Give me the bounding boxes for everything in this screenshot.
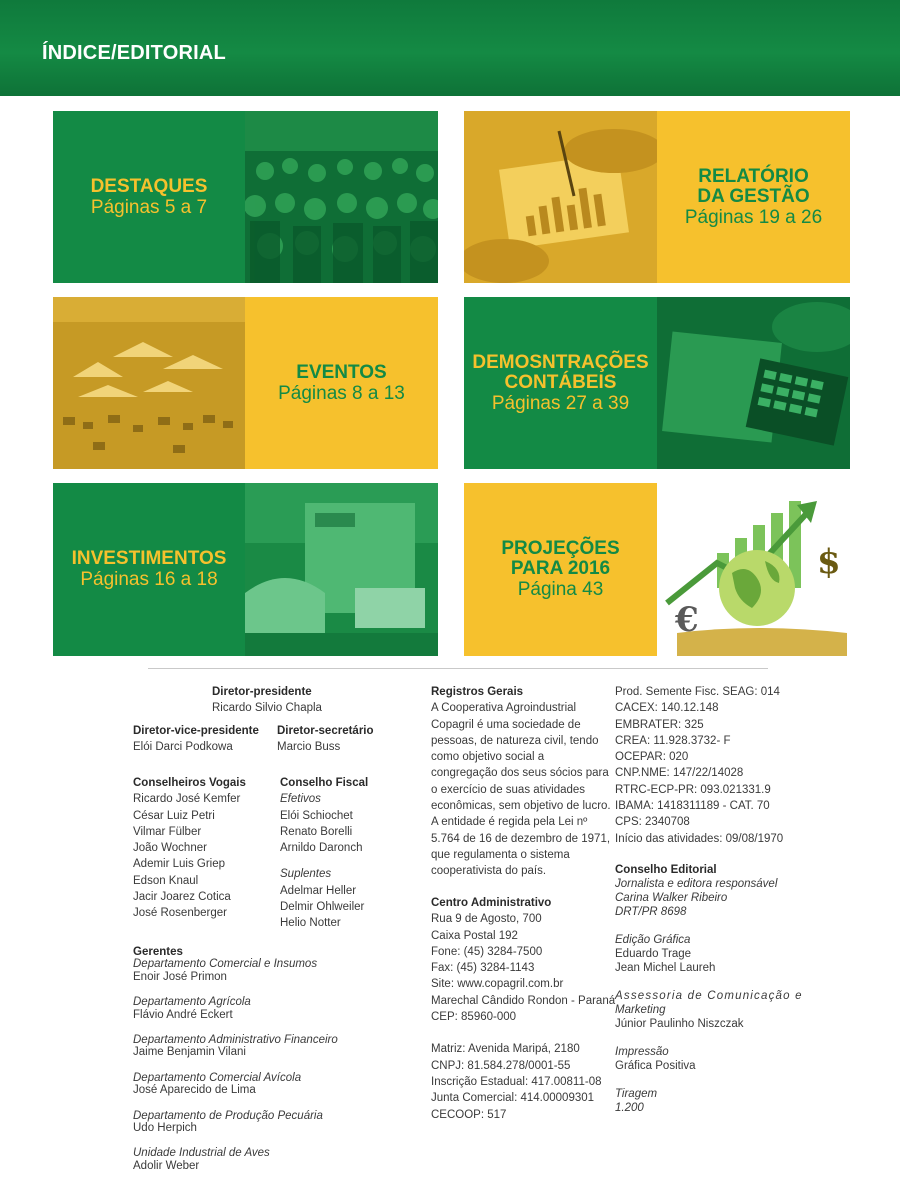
registros-text-line: o exercício de suas atividades — [431, 783, 586, 796]
vogais-label: Conselheiros Vogais — [133, 777, 246, 789]
centro-line: Fone: (45) 3284-7500 — [431, 945, 543, 958]
tile-eventos[interactable] — [53, 297, 438, 469]
tile-title: EVENTOS — [296, 361, 387, 383]
registros-text-line: 5.764 de 16 de dezembro de 1971, — [431, 832, 611, 845]
tile-demonstracoes[interactable] — [464, 297, 850, 469]
secretary-block — [277, 723, 374, 756]
tile-title-line-2: PARA 2016 — [510, 558, 611, 579]
edicao-name: Jean Michel Laureh — [615, 962, 716, 974]
gerente-name: José Aparecido de Lima — [133, 1084, 256, 1097]
tile-relatorio[interactable] — [464, 111, 850, 283]
code-line: CNP.NME: 147/22/14028 — [615, 767, 744, 780]
tile-title-line-2: CONTÁBEIS — [504, 371, 617, 393]
secretary-name: Marcio Buss — [277, 741, 341, 754]
gerente-name: Adolir Weber — [133, 1159, 200, 1172]
registros-text-line: A Cooperativa Agroindustrial — [431, 702, 577, 715]
tile-projecoes-label — [464, 483, 657, 656]
gerente-dept: Departamento de Produção Pecuária — [133, 1109, 323, 1122]
list-item: Adelmar Heller — [280, 884, 357, 897]
jornalista-role: Jornalista e editora responsável — [615, 878, 778, 890]
secretary-label: Diretor-secretário — [277, 725, 374, 737]
chart-document-photo — [464, 111, 657, 283]
code-line: CREA: 11.928.3732- F — [615, 734, 731, 747]
tile-pages: Páginas 16 a 18 — [80, 569, 218, 590]
gerentes-block — [133, 946, 338, 1172]
code-line: IBAMA: 1418311189 - CAT. 70 — [615, 800, 770, 813]
event-aerial-photo — [53, 297, 245, 469]
centro-line: Fax: (45) 3284-1143 — [431, 962, 535, 975]
tile-title-line-1: PROJEÇÕES — [501, 538, 620, 559]
gerente-dept: Departamento Comercial e Insumos — [133, 958, 318, 971]
gerente-dept: Departamento Agrícola — [133, 996, 251, 1009]
registros-text-line: que regulamenta o sistema — [431, 848, 570, 861]
tile-title-line-2: DA GESTÃO — [697, 185, 810, 207]
conselho-editorial-block — [615, 863, 803, 1115]
matriz-line: CNPJ: 81.584.278/0001-55 — [431, 1059, 571, 1072]
audience-photo — [245, 111, 438, 283]
tile-pages: Páginas 27 a 39 — [491, 392, 630, 414]
centro-line: Site: www.copagril.com.br — [431, 978, 564, 991]
gerente-dept: Unidade Industrial de Aves — [133, 1147, 270, 1160]
list-item: Edson Knaul — [133, 874, 199, 887]
vice-president-block — [133, 723, 259, 756]
code-line: Prod. Semente Fisc. SEAG: 014 — [615, 686, 780, 698]
vice-president-name: Elói Darci Podkowa — [133, 741, 233, 754]
list-item: Ricardo José Kemfer — [133, 793, 241, 806]
gerente-dept: Departamento Administrativo Financeiro — [133, 1034, 338, 1047]
assessoria-role-line-1: Assessoria de Comunicação e — [615, 990, 803, 1002]
registros-block — [431, 684, 611, 880]
svg-text:$: $ — [817, 542, 841, 582]
fiscal-label: Conselho Fiscal — [280, 777, 369, 789]
director-president-label: Diretor-presidente — [212, 686, 312, 698]
tile-demonstracoes-label — [464, 297, 657, 469]
list-item: Vilmar Fülber — [133, 825, 202, 838]
code-line: OCEPAR: 020 — [615, 751, 689, 764]
tile-pages: Página 43 — [517, 579, 604, 600]
gerentes-label: Gerentes — [133, 946, 183, 958]
tiragem-role: Tiragem — [615, 1088, 658, 1100]
svg-text:€: € — [675, 600, 699, 640]
gerente-name: Udo Herpich — [133, 1122, 197, 1135]
tile-investimentos[interactable] — [53, 483, 438, 656]
page-title: ÍNDICE/EDITORIAL — [42, 42, 226, 64]
centro-line: Caixa Postal 192 — [431, 929, 518, 942]
registros-text-line: Copagril é uma sociedade de — [431, 718, 581, 731]
matriz-line: Junta Comercial: 414.00009301 — [431, 1092, 595, 1105]
tile-title-line-1: RELATÓRIO — [698, 165, 809, 187]
gerente-name: Flávio André Eckert — [133, 1008, 233, 1021]
efetivos-label: Efetivos — [280, 793, 321, 806]
gerente-dept: Departamento Comercial Avícola — [133, 1071, 302, 1084]
registros-text-line: A entidade é regida pela Lei nº — [431, 816, 588, 829]
tiragem-value: 1.200 — [615, 1102, 644, 1114]
tile-pages: Páginas 19 a 26 — [684, 206, 823, 228]
matriz-line: CECOOP: 517 — [431, 1108, 507, 1121]
registros-text-line: cooperativista do país. — [431, 865, 547, 878]
list-item: Delmir Ohlweiler — [280, 901, 365, 914]
suplentes-label: Suplentes — [280, 868, 332, 881]
gerente-name: Enoir José Primon — [133, 970, 227, 983]
code-line: CACEX: 140.12.148 — [615, 702, 719, 715]
list-item: João Wochner — [133, 842, 207, 855]
gerente-name: Jaime Benjamin Vilani — [133, 1046, 246, 1059]
tile-relatorio-label — [657, 111, 850, 283]
list-item: Elói Schiochet — [280, 809, 353, 822]
code-line: RTRC-ECP-PR: 093.021331.9 — [615, 783, 771, 796]
vice-president-label: Diretor-vice-presidente — [133, 725, 259, 737]
list-item: José Rosenberger — [133, 907, 227, 920]
section-divider — [148, 668, 768, 669]
code-line: CPS: 2340708 — [615, 816, 690, 829]
tile-destaques[interactable] — [53, 111, 438, 283]
assessoria-role-line-2: Marketing — [615, 1004, 666, 1016]
list-item: Jacir Joarez Cotica — [133, 891, 231, 904]
calculator-photo — [657, 297, 850, 469]
jornalista-name: Carina Walker Ribeiro — [615, 892, 728, 904]
matriz-line: Matriz: Avenida Maripá, 2180 — [431, 1043, 580, 1056]
registros-text-line: econômicas, sem objetivo de lucro. — [431, 800, 611, 813]
centro-line: CEP: 85960-000 — [431, 1011, 517, 1024]
tile-destaques-label — [53, 111, 245, 283]
list-item: Ademir Luis Griep — [133, 858, 226, 871]
registros-text-line: como objetivo social a — [431, 751, 545, 764]
registros-text-line: pessoas, de natureza civil, tendo — [431, 734, 599, 747]
edicao-name: Eduardo Trage — [615, 948, 692, 960]
code-line: Início das atividades: 09/08/1970 — [615, 832, 784, 845]
fiscal-block — [280, 775, 368, 932]
list-item: Helio Notter — [280, 917, 341, 930]
tile-title-line-1: DEMOSNTRAÇÕES — [472, 351, 649, 373]
director-president-block — [212, 684, 322, 717]
conselho-editorial-label: Conselho Editorial — [615, 864, 717, 876]
jornalista-drt: DRT/PR 8698 — [615, 906, 687, 918]
tile-title: INVESTIMENTOS — [71, 548, 227, 569]
centro-block — [431, 895, 615, 1123]
registros-text-line: congregação dos seus sócios para — [431, 767, 609, 780]
list-item: Arnildo Daronch — [280, 842, 363, 855]
list-item: Renato Borelli — [280, 825, 353, 838]
tile-pages: Páginas 5 a 7 — [90, 196, 208, 218]
tile-projecoes[interactable] — [464, 483, 850, 656]
matriz-line: Inscrição Estadual: 417.00811-08 — [431, 1075, 602, 1088]
registros-label: Registros Gerais — [431, 686, 524, 698]
tile-pages: Páginas 8 a 13 — [278, 382, 405, 404]
list-item: César Luiz Petri — [133, 809, 215, 822]
tile-title: DESTAQUES — [90, 175, 208, 197]
building-photo — [245, 483, 438, 656]
header-banner — [0, 0, 900, 96]
tile-investimentos-label — [53, 483, 245, 656]
impressao-name: Gráfica Positiva — [615, 1060, 696, 1072]
vogais-block — [133, 775, 246, 922]
edicao-role: Edição Gráfica — [615, 934, 691, 946]
codes-block — [615, 684, 783, 847]
assessoria-name: Júnior Paulinho Niszczak — [615, 1018, 744, 1030]
centro-line: Marechal Cândido Rondon - Paraná — [431, 994, 616, 1007]
centro-line: Rua 9 de Agosto, 700 — [431, 913, 542, 926]
code-line: EMBRATER: 325 — [615, 718, 704, 731]
centro-label: Centro Administrativo — [431, 897, 552, 909]
director-president-name: Ricardo Silvio Chapla — [212, 702, 322, 715]
impressao-role: Impressão — [615, 1046, 669, 1058]
tile-eventos-label — [245, 297, 438, 469]
globe-currency-illustration — [657, 483, 850, 656]
